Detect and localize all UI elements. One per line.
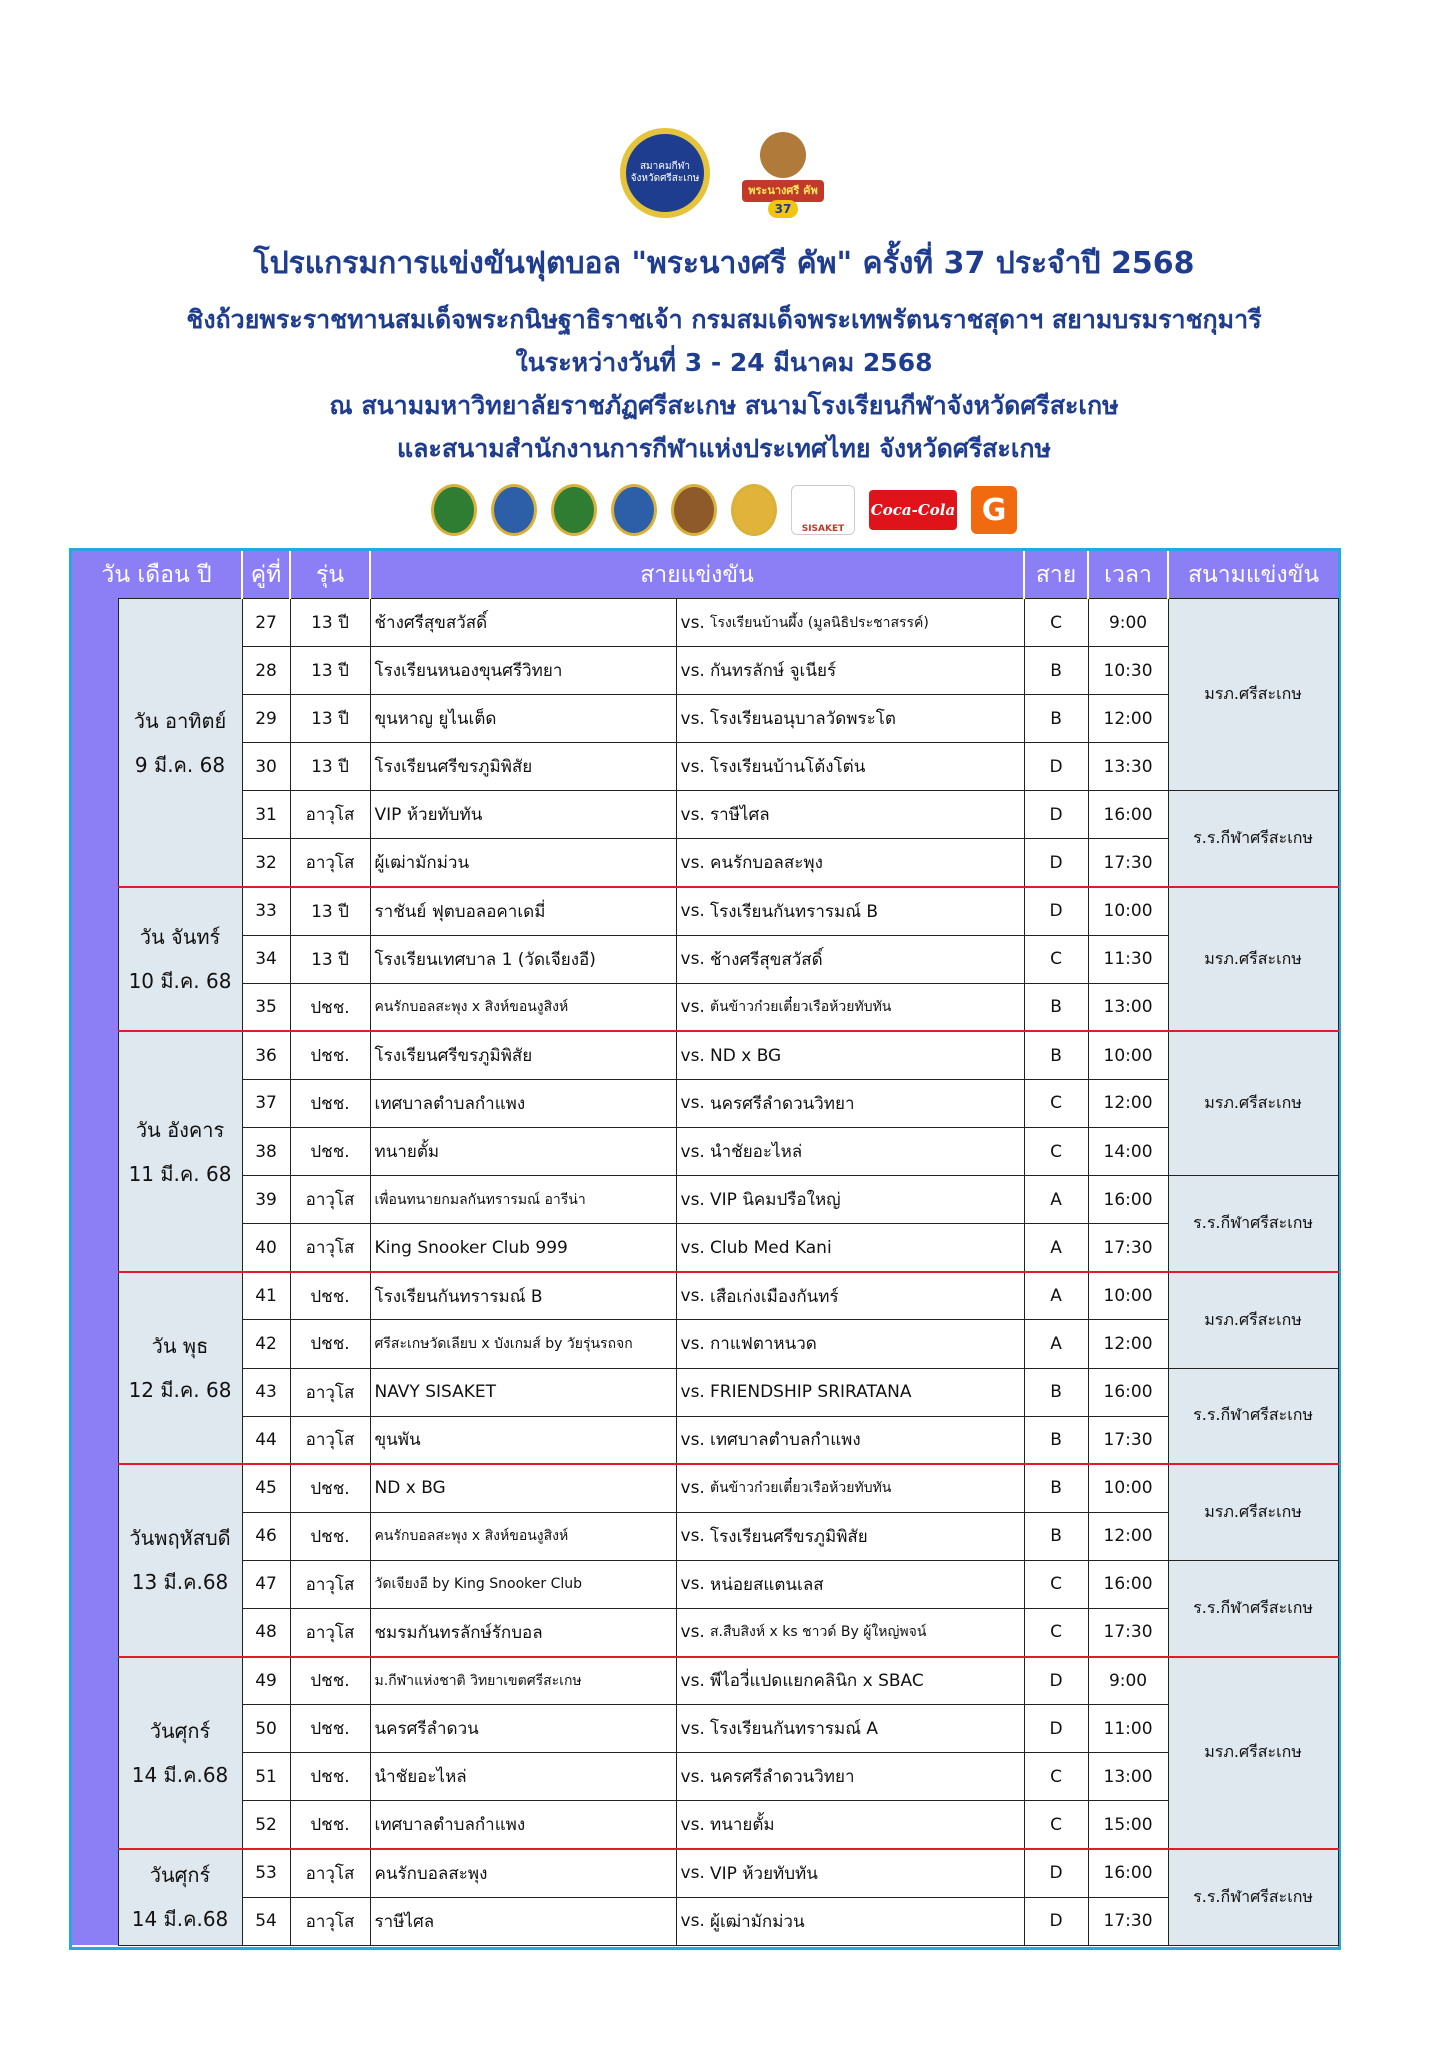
time-cell: 13:00 — [1088, 1753, 1168, 1801]
venue-cell: ร.ร.กีฬาศรีสะเกษ — [1168, 1368, 1338, 1464]
group-cell: B — [1024, 695, 1088, 743]
vs-label: vs. — [676, 599, 706, 647]
date-day: 12 มี.ค. 68 — [128, 1378, 232, 1402]
vs-label: vs. — [676, 1176, 706, 1224]
vs-label: vs. — [676, 1753, 706, 1801]
page-title: โปรแกรมการแข่งขันฟุตบอล "พระนางศรี คัพ" ครั้งที่ 37 ประจำปี 2568 — [253, 246, 1195, 281]
group-cell: D — [1024, 743, 1088, 791]
date-cell — [118, 1464, 242, 1656]
pair-number: 28 — [242, 647, 290, 695]
date-weekday: วัน อังคาร — [135, 1117, 225, 1142]
vs-label: vs. — [676, 695, 706, 743]
time-cell: 16:00 — [1088, 1560, 1168, 1608]
vs-label: vs. — [676, 1560, 706, 1608]
table-row — [72, 1224, 1338, 1272]
time-cell: 12:00 — [1088, 1512, 1168, 1560]
team-b: โรงเรียนบ้านผึ้ง (มูลนิธิประชาสรรค์) — [706, 599, 1024, 647]
vs-label: vs. — [676, 1320, 706, 1368]
pair-number: 34 — [242, 935, 290, 983]
header-pair: คู่ที่ — [242, 551, 290, 599]
vs-label: vs. — [676, 1368, 706, 1416]
pair-number: 41 — [242, 1272, 290, 1320]
class-cell: อาวุโส — [290, 839, 370, 887]
team-a: ขุนหาญ ยูไนเต็ด — [370, 695, 676, 743]
class-cell: 13 ปี — [290, 743, 370, 791]
team-a: เทศบาลตำบลกำแพง — [370, 1801, 676, 1849]
date-day: 14 มี.ค.68 — [131, 1907, 229, 1932]
group-cell: D — [1024, 791, 1088, 839]
sisaket-logo-text: SISAKET — [801, 524, 845, 534]
team-a: ม.กีฬาแห่งชาติ วิทยาเขตศรีสะเกษ — [370, 1657, 676, 1705]
vs-label: vs. — [676, 1705, 706, 1753]
team-a: ขุนพัน — [370, 1416, 676, 1464]
class-cell: ปชช. — [290, 1320, 370, 1368]
header-class: รุ่น — [290, 551, 370, 599]
time-cell: 12:00 — [1088, 1079, 1168, 1127]
pair-number: 33 — [242, 887, 290, 935]
venue-cell: ร.ร.กีฬาศรีสะเกษ — [1168, 1560, 1338, 1656]
group-cell: C — [1024, 1128, 1088, 1176]
group-cell: B — [1024, 1512, 1088, 1560]
table-row — [72, 1272, 1338, 1320]
class-cell: ปชช. — [290, 1128, 370, 1176]
association-seal-text: สมาคมกีฬา จังหวัดศรีสะเกษ — [630, 161, 700, 184]
team-b: โรงเรียนกันทรารมณ์ A — [706, 1705, 1024, 1753]
team-a: VIP ห้วยทับทัน — [370, 791, 676, 839]
team-a: ช้างศรีสุขสวัสดิ์ — [370, 599, 676, 647]
team-a: เทศบาลตำบลกำแพง — [370, 1079, 676, 1127]
subtitle-dates: ในระหว่างวันที่ 3 - 24 มีนาคม 2568 — [515, 348, 933, 377]
vs-label: vs. — [676, 935, 706, 983]
cup-logo-band: พระนางศรี คัพ — [742, 180, 824, 202]
group-cell: B — [1024, 1031, 1088, 1079]
date-cell — [118, 1657, 242, 1849]
vs-label: vs. — [676, 1031, 706, 1079]
table-row — [72, 791, 1338, 839]
table-row — [72, 1753, 1338, 1801]
time-cell: 17:30 — [1088, 1608, 1168, 1656]
group-cell: D — [1024, 887, 1088, 935]
table-row — [72, 1512, 1338, 1560]
class-cell: 13 ปี — [290, 887, 370, 935]
vs-label: vs. — [676, 1608, 706, 1656]
vs-label: vs. — [676, 1272, 706, 1320]
group-cell: C — [1024, 1079, 1088, 1127]
date-cell — [118, 599, 242, 888]
vs-label: vs. — [676, 887, 706, 935]
date-weekday: วันศุกร์ — [149, 1718, 211, 1743]
team-a: ทนายตั้ม — [370, 1128, 676, 1176]
team-a: นครศรีลำดวน — [370, 1705, 676, 1753]
team-a: คนรักบอลสะพุง x สิงห์ขอนงูสิงห์ — [370, 983, 676, 1031]
pair-number: 52 — [242, 1801, 290, 1849]
time-cell: 17:30 — [1088, 1224, 1168, 1272]
pair-number: 37 — [242, 1079, 290, 1127]
pair-number: 49 — [242, 1657, 290, 1705]
table-row — [72, 1368, 1338, 1416]
group-cell: D — [1024, 1897, 1088, 1945]
time-cell: 16:00 — [1088, 1176, 1168, 1224]
team-b: ND x BG — [706, 1031, 1024, 1079]
group-cell: B — [1024, 983, 1088, 1031]
table-row — [72, 1079, 1338, 1127]
class-cell: ปชช. — [290, 1657, 370, 1705]
time-cell: 15:00 — [1088, 1801, 1168, 1849]
time-cell: 17:30 — [1088, 839, 1168, 887]
time-cell: 12:00 — [1088, 695, 1168, 743]
venue-cell: มรภ.ศรีสะเกษ — [1168, 1657, 1338, 1849]
vs-label: vs. — [676, 743, 706, 791]
date-sidebar — [72, 599, 118, 1657]
class-cell: 13 ปี — [290, 695, 370, 743]
vs-label: vs. — [676, 1512, 706, 1560]
class-cell: อาวุโส — [290, 1897, 370, 1945]
team-a: วัดเจียงอี by King Snooker Club — [370, 1560, 676, 1608]
vs-label: vs. — [676, 1464, 706, 1512]
table-row — [72, 839, 1338, 887]
time-cell: 16:00 — [1088, 791, 1168, 839]
team-a: โรงเรียนศรีขรภูมิพิสัย — [370, 743, 676, 791]
vs-label: vs. — [676, 983, 706, 1031]
vs-label: vs. — [676, 647, 706, 695]
time-cell: 10:00 — [1088, 887, 1168, 935]
pair-number: 29 — [242, 695, 290, 743]
class-cell: อาวุโส — [290, 1176, 370, 1224]
table-row — [72, 1657, 1338, 1705]
pair-number: 43 — [242, 1368, 290, 1416]
team-a: ราษีไศล — [370, 1897, 676, 1945]
class-cell: ปชช. — [290, 1753, 370, 1801]
cup-logo — [738, 128, 828, 218]
sponsor-emblem-icon — [551, 484, 597, 536]
team-b: ช้างศรีสุขสวัสดิ์ — [706, 935, 1024, 983]
class-cell: อาวุโส — [290, 1849, 370, 1897]
team-b: นำชัยอะไหล่ — [706, 1128, 1024, 1176]
pair-number: 51 — [242, 1753, 290, 1801]
class-cell: ปชช. — [290, 1464, 370, 1512]
team-a: ND x BG — [370, 1464, 676, 1512]
team-b: เทศบาลตำบลกำแพง — [706, 1416, 1024, 1464]
time-cell: 10:00 — [1088, 1031, 1168, 1079]
team-b: Club Med Kani — [706, 1224, 1024, 1272]
group-cell: C — [1024, 1801, 1088, 1849]
pair-number: 35 — [242, 983, 290, 1031]
time-cell: 11:30 — [1088, 935, 1168, 983]
team-b: นครศรีลำดวนวิทยา — [706, 1753, 1024, 1801]
date-weekday: วันพฤหัสบดี — [129, 1526, 231, 1551]
table-row — [72, 1705, 1338, 1753]
team-a: โรงเรียนกันทรารมณ์ B — [370, 1272, 676, 1320]
class-cell: อาวุโส — [290, 1416, 370, 1464]
group-cell: D — [1024, 1705, 1088, 1753]
team-a: ผู้เฒ่ามักม่วน — [370, 839, 676, 887]
time-cell: 10:00 — [1088, 1464, 1168, 1512]
venue-cell: ร.ร.กีฬาศรีสะเกษ — [1168, 1176, 1338, 1272]
team-b: VIP นิคมปรือใหญ่ — [706, 1176, 1024, 1224]
sponsor-emblem-icon — [671, 484, 717, 536]
class-cell: ปชช. — [290, 1079, 370, 1127]
team-b: ผู้เฒ่ามักม่วน — [706, 1897, 1024, 1945]
vs-label: vs. — [676, 1128, 706, 1176]
date-cell — [118, 887, 242, 1031]
team-b: โรงเรียนอนุบาลวัดพระโต — [706, 695, 1024, 743]
class-cell: อาวุโส — [290, 1560, 370, 1608]
vs-label: vs. — [676, 1079, 706, 1127]
time-cell: 13:00 — [1088, 983, 1168, 1031]
date-day: 13 มี.ค.68 — [131, 1570, 229, 1595]
table-header-row — [72, 551, 1338, 599]
table-row — [72, 935, 1338, 983]
gatorade-logo: G — [971, 486, 1017, 534]
vs-label: vs. — [676, 1657, 706, 1705]
date-weekday: วันศุกร์ — [149, 1863, 211, 1888]
time-cell: 17:30 — [1088, 1416, 1168, 1464]
sponsor-emblem-icon — [731, 484, 777, 536]
pair-number: 45 — [242, 1464, 290, 1512]
header-match: สายแข่งขัน — [370, 551, 1024, 599]
date-weekday: วัน พุธ — [151, 1334, 209, 1358]
group-cell: C — [1024, 935, 1088, 983]
vs-label: vs. — [676, 1897, 706, 1945]
association-seal-logo — [620, 128, 710, 218]
vs-label: vs. — [676, 839, 706, 887]
vs-label: vs. — [676, 791, 706, 839]
group-cell: D — [1024, 839, 1088, 887]
time-cell: 14:00 — [1088, 1128, 1168, 1176]
pair-number: 50 — [242, 1705, 290, 1753]
class-cell: ปชช. — [290, 1512, 370, 1560]
team-b: เสือเก่งเมืองกันทร์ — [706, 1272, 1024, 1320]
team-b: ราษีไศล — [706, 791, 1024, 839]
table-row — [72, 1031, 1338, 1079]
table-row — [72, 1416, 1338, 1464]
header-time: เวลา — [1088, 551, 1168, 599]
group-cell: C — [1024, 599, 1088, 647]
time-cell: 13:30 — [1088, 743, 1168, 791]
time-cell: 10:00 — [1088, 1272, 1168, 1320]
class-cell: อาวุโส — [290, 791, 370, 839]
table-row — [72, 599, 1338, 647]
group-cell: A — [1024, 1224, 1088, 1272]
pair-number: 39 — [242, 1176, 290, 1224]
header-group: สาย — [1024, 551, 1088, 599]
table-row — [72, 1464, 1338, 1512]
vs-label: vs. — [676, 1849, 706, 1897]
venue-cell: มรภ.ศรีสะเกษ — [1168, 887, 1338, 1031]
table-row — [72, 1320, 1338, 1368]
sisaket-logo — [791, 485, 855, 535]
coca-cola-logo: Coca-Cola — [869, 490, 957, 530]
subtitle-royal-cup: ชิงถ้วยพระราชทานสมเด็จพระกนิษฐาธิราชเจ้า กรมสมเด็จพระเทพรัตนราชสุดาฯ สยามบรมราชกุมารี — [186, 305, 1262, 334]
table-row — [72, 1176, 1338, 1224]
team-b: พีไอวี่แปดแยกคลินิก x SBAC — [706, 1657, 1024, 1705]
team-a: คนรักบอลสะพุง — [370, 1849, 676, 1897]
group-cell: B — [1024, 1464, 1088, 1512]
class-cell: อาวุโส — [290, 1224, 370, 1272]
pair-number: 31 — [242, 791, 290, 839]
pair-number: 53 — [242, 1849, 290, 1897]
time-cell: 12:00 — [1088, 1320, 1168, 1368]
group-cell: D — [1024, 1849, 1088, 1897]
pair-number: 42 — [242, 1320, 290, 1368]
team-b: ต้นข้าวก๋วยเตี๋ยวเรือห้วยทับทัน — [706, 1464, 1024, 1512]
team-b: คนรักบอลสะพุง — [706, 839, 1024, 887]
team-b: โรงเรียนกันทรารมณ์ B — [706, 887, 1024, 935]
header-venue: สนามแข่งขัน — [1168, 551, 1338, 599]
pair-number: 44 — [242, 1416, 290, 1464]
sponsor-shield-icon — [611, 484, 657, 536]
pair-number: 30 — [242, 743, 290, 791]
date-day: 14 มี.ค.68 — [131, 1762, 229, 1787]
trophy-icon — [760, 132, 806, 178]
time-cell: 11:00 — [1088, 1705, 1168, 1753]
table-row — [72, 647, 1338, 695]
pair-number: 54 — [242, 1897, 290, 1945]
class-cell: ปชช. — [290, 983, 370, 1031]
team-b: FRIENDSHIP SRIRATANA — [706, 1368, 1024, 1416]
vs-label: vs. — [676, 1416, 706, 1464]
team-a: เพื่อนทนายกมลกันทรารมณ์ อารีน่า — [370, 1176, 676, 1224]
pair-number: 38 — [242, 1128, 290, 1176]
team-a: ราชันย์ ฟุตบอลอคาเดมี่ — [370, 887, 676, 935]
date-cell — [118, 1849, 242, 1945]
time-cell: 10:30 — [1088, 647, 1168, 695]
team-a: โรงเรียนหนองขุนศรีวิทยา — [370, 647, 676, 695]
team-b: ทนายตั้ม — [706, 1801, 1024, 1849]
team-b: นครศรีลำดวนวิทยา — [706, 1079, 1024, 1127]
team-a: โรงเรียนเทศบาล 1 (วัดเจียงอี) — [370, 935, 676, 983]
date-weekday: วัน อาทิตย์ — [133, 708, 227, 733]
table-row — [72, 1560, 1338, 1608]
header-logos — [0, 128, 1448, 218]
table-row — [72, 743, 1338, 791]
vs-label: vs. — [676, 1224, 706, 1272]
class-cell: ปชช. — [290, 1705, 370, 1753]
vs-label: vs. — [676, 1801, 706, 1849]
time-cell: 16:00 — [1088, 1849, 1168, 1897]
table-row — [72, 887, 1338, 935]
team-a: ศรีสะเกษวัดเลียบ x บังเกมส์ by วัยรุ่นรถจก — [370, 1320, 676, 1368]
sponsor-emblem-icon — [431, 484, 477, 536]
time-cell: 16:00 — [1088, 1368, 1168, 1416]
team-b: ต้นข้าวก๋วยเตี๋ยวเรือห้วยทับทัน — [706, 983, 1024, 1031]
venue-cell: มรภ.ศรีสะเกษ — [1168, 1464, 1338, 1560]
class-cell: 13 ปี — [290, 599, 370, 647]
venue-cell: มรภ.ศรีสะเกษ — [1168, 1031, 1338, 1175]
date-weekday: วัน จันทร์ — [139, 925, 221, 950]
class-cell: 13 ปี — [290, 935, 370, 983]
table-row — [72, 1608, 1338, 1656]
table-row — [72, 1801, 1338, 1849]
subtitle-venues-2: และสนามสำนักงานการกีฬาแห่งประเทศไทย จังหวัดศรีสะเกษ — [396, 434, 1052, 463]
sponsor-emblem-icon — [491, 484, 537, 536]
time-cell: 9:00 — [1088, 1657, 1168, 1705]
pair-number: 27 — [242, 599, 290, 647]
table-row — [72, 983, 1338, 1031]
venue-cell: มรภ.ศรีสะเกษ — [1168, 1272, 1338, 1368]
date-sidebar — [72, 1657, 118, 1946]
team-a: โรงเรียนศรีขรภูมิพิสัย — [370, 1031, 676, 1079]
class-cell: ปชช. — [290, 1272, 370, 1320]
date-day: 11 มี.ค. 68 — [128, 1161, 232, 1186]
group-cell: A — [1024, 1272, 1088, 1320]
schedule-table — [72, 551, 1339, 1946]
date-cell — [118, 1272, 242, 1464]
group-cell: A — [1024, 1320, 1088, 1368]
class-cell: ปชช. — [290, 1031, 370, 1079]
date-day: 9 มี.ค. 68 — [134, 752, 226, 777]
pair-number: 32 — [242, 839, 290, 887]
time-cell: 9:00 — [1088, 599, 1168, 647]
team-a: นำชัยอะไหล่ — [370, 1753, 676, 1801]
class-cell: 13 ปี — [290, 647, 370, 695]
class-cell: อาวุโส — [290, 1368, 370, 1416]
schedule-body — [72, 599, 1338, 1946]
team-a: คนรักบอลสะพุง x สิงห์ขอนงูสิงห์ — [370, 1512, 676, 1560]
team-b: VIP ห้วยทับทัน — [706, 1849, 1024, 1897]
group-cell: C — [1024, 1560, 1088, 1608]
team-b: หน่อยสแตนเลส — [706, 1560, 1024, 1608]
table-row — [72, 1128, 1338, 1176]
pair-number: 40 — [242, 1224, 290, 1272]
group-cell: B — [1024, 1416, 1088, 1464]
class-cell: อาวุโส — [290, 1608, 370, 1656]
pair-number: 46 — [242, 1512, 290, 1560]
table-row — [72, 1897, 1338, 1945]
venue-cell: ร.ร.กีฬาศรีสะเกษ — [1168, 791, 1338, 887]
time-cell: 17:30 — [1088, 1897, 1168, 1945]
sponsor-logos — [0, 484, 1448, 536]
team-a: NAVY SISAKET — [370, 1368, 676, 1416]
group-cell: C — [1024, 1608, 1088, 1656]
cup-logo-number: 37 — [768, 200, 798, 218]
team-b: กันทรลักษ์ จูเนียร์ — [706, 647, 1024, 695]
header-date: วัน เดือน ปี — [72, 551, 242, 599]
team-a: King Snooker Club 999 — [370, 1224, 676, 1272]
group-cell: B — [1024, 1368, 1088, 1416]
pair-number: 47 — [242, 1560, 290, 1608]
subtitle-venues: ณ สนามมหาวิทยาลัยราชภัฏศรีสะเกษ สนามโรงเรียนกีฬาจังหวัดศรีสะเกษ — [329, 391, 1119, 420]
pair-number: 36 — [242, 1031, 290, 1079]
team-b: ส.สืบสิงห์ x ks ชาวด์ By ผู้ใหญ่พจน์ — [706, 1608, 1024, 1656]
schedule-table-frame — [69, 548, 1341, 1950]
table-row — [72, 1849, 1338, 1897]
team-b: โรงเรียนบ้านโต้งโต่น — [706, 743, 1024, 791]
date-day: 10 มี.ค. 68 — [128, 969, 232, 994]
team-b: กาแฟตาหนวด — [706, 1320, 1024, 1368]
venue-cell: ร.ร.กีฬาศรีสะเกษ — [1168, 1849, 1338, 1945]
group-cell: B — [1024, 647, 1088, 695]
pair-number: 48 — [242, 1608, 290, 1656]
team-b: โรงเรียนศรีขรภูมิพิสัย — [706, 1512, 1024, 1560]
class-cell: ปชช. — [290, 1801, 370, 1849]
table-row — [72, 695, 1338, 743]
group-cell: C — [1024, 1753, 1088, 1801]
group-cell: A — [1024, 1176, 1088, 1224]
team-a: ชมรมกันทรลักษ์รักบอล — [370, 1608, 676, 1656]
venue-cell: มรภ.ศรีสะเกษ — [1168, 599, 1338, 791]
group-cell: D — [1024, 1657, 1088, 1705]
date-cell — [118, 1031, 242, 1271]
